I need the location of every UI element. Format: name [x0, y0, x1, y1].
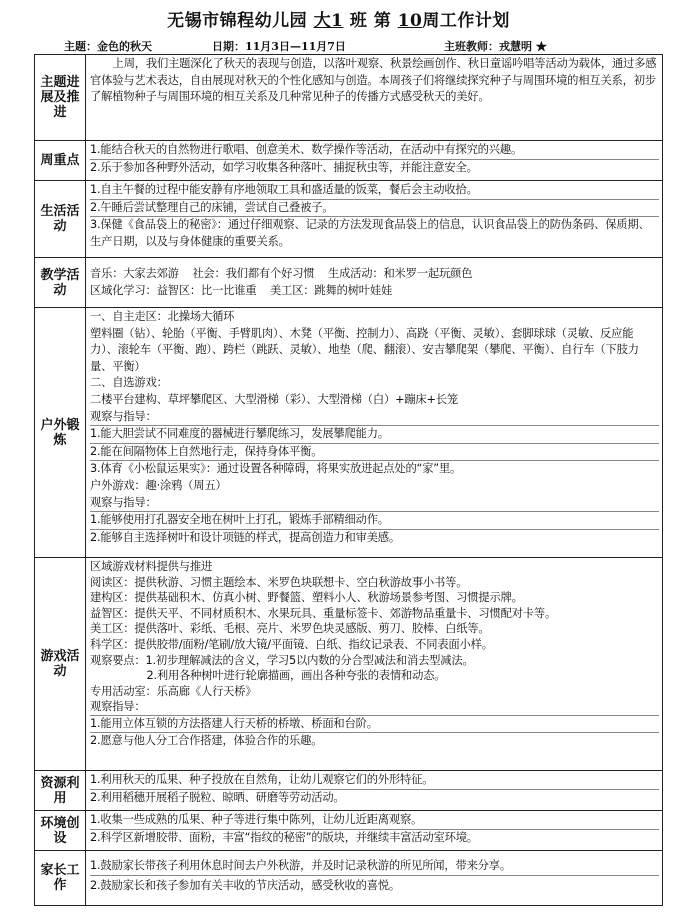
- environment-item: 1.收集一些成熟的瓜果、种子等进行集中陈列，让幼儿近距离观察。: [90, 813, 423, 826]
- games-line: 1.能用立体互锁的方法搭建人行天桥的桥墩、桥面和台阶。: [90, 715, 659, 732]
- row-games: [35, 558, 663, 771]
- label-progress: 主题进展及推进: [35, 55, 86, 141]
- row-parents: [35, 851, 663, 906]
- games-line: 科学区：提供胶带/面粉/笔刷/放大镜/平面镜、白纸、指纹记录表、不同表面小样。: [90, 637, 493, 651]
- outdoor-line: 1.能大胆尝试不同难度的器械进行攀爬练习，发展攀爬能力。: [90, 425, 659, 443]
- class-suffix: 班 第: [349, 11, 392, 31]
- outdoor-line: 2.能在间隔物体上自然地行走，保持身体平衡。: [90, 443, 659, 461]
- teacher-text: 主班教师：戎慧明 ★: [444, 40, 547, 53]
- theme-text: 主题：金色的秋天: [64, 40, 152, 53]
- outdoor-line: 3.体育《小松鼠运果实》：通过设置各种障碍，将果实放进起点处的“家”里。: [90, 460, 659, 478]
- outdoor-line: 观察与指导：: [90, 409, 157, 423]
- parents-item: 2.鼓励家长和孩子参加有关丰收的节庆活动，感受秋收的喜悦。: [90, 875, 659, 895]
- label-outdoor: 户外锻炼: [35, 308, 86, 558]
- outdoor-line: 一、自主走区：北操场大循环: [90, 310, 235, 323]
- games-line: 观察要点：1.初步理解减法的含义，学习5以内数的分合型减法和消去型减法。: [90, 653, 474, 667]
- row-environment: [35, 811, 663, 851]
- games-line: 建构区：提供基础积木、仿真小树、野餐篮、塑料小人、秋游场景参考图、习惯提示牌。: [90, 591, 523, 605]
- games-line: 2.愿意与他人分工合作搭建，体验合作的乐趣。: [90, 732, 659, 749]
- games-line: 美工区：提供落叶、彩纸、毛根、亮片、米罗色块灵感版、剪刀、胶棒、白纸等。: [90, 622, 490, 636]
- games-line: 益智区：提供天平、不同材质积木、水果玩具、重量标签卡、郊游物品重量卡、习惯配对卡等。: [90, 606, 557, 620]
- label-resources: 资源利用: [35, 771, 86, 811]
- progress-text: 上周，我们主题深化了秋天的表现与创造，以落叶观察、秋景绘画创作、秋日童谣吟唱等活动为载体，通过多感官体验与艺术表达，自由展现对秋天的个性化感知与创造。本周孩子们将继续探究种子与周围环境的相互关系，初步了解植物种子与周围环境的相互关系及几种常见种子的传播方式感受秋天的美好。: [90, 57, 657, 104]
- outdoor-line: 观察与指导：: [90, 495, 157, 509]
- date-text: 日期：11月3日—11月7日: [212, 40, 346, 53]
- life-item: 3.保健《食品袋上的秘密》：通过仔细观察、记录的方法发现食品袋上的信息，认识食品袋上的防伪条码、保质期、生产日期，以及与身体健康的重要关系。: [90, 216, 659, 250]
- games-line: 观察指导：: [90, 700, 146, 714]
- row-resources: [35, 771, 663, 811]
- life-item: 1.自主午餐的过程中能安静有序地领取工具和盛适量的饭菜，餐后会主动收拾。: [90, 183, 478, 196]
- row-progress: [35, 55, 663, 141]
- row-teaching: [35, 258, 663, 308]
- teaching-line: 区域化学习：益智区：比一比谁重 美工区：跳舞的树叶娃娃: [90, 283, 393, 297]
- label-games: 游戏活动: [35, 558, 86, 771]
- teaching-line: 音乐：大家去郊游 社会：我们都有个好习惯 生成活动：和米罗一起玩颜色: [90, 267, 473, 280]
- resources-item: 1.利用秋天的瓜果、种子投放在自然角，让幼儿观察它们的外形特征。: [90, 773, 434, 786]
- games-line: 阅读区：提供秋游、习惯主题绘本、米罗色块联想卡、空白秋游故事小书等。: [90, 575, 468, 589]
- page-title: [0, 6, 677, 31]
- label-focus: 周重点: [35, 141, 86, 181]
- outdoor-line: 2.能够自主选择树叶和设计项链的样式，提高创造力和审美感。: [90, 529, 659, 547]
- life-item: 2.午睡后尝试整理自己的床铺，尝试自己叠被子。: [90, 199, 659, 217]
- outdoor-line: 二楼平台建构、草坪攀爬区、大型滑梯（彩）、大型滑梯（白）+蹦床+长笼: [90, 392, 458, 406]
- outdoor-line: 塑料圈（钻）、轮胎（平衡、手臂肌肉）、木凳（平衡、控制力）、高跷（平衡、灵敏）、套脚球球（灵敏、反应能力）、滚轮车（平衡、跑）、跨栏（跳跃、灵敏）、地垫（爬、翻滚）、安吉攀爬架（攀爬、平衡）、自行车（下肢力量、平衡）: [90, 326, 639, 373]
- row-life: [35, 181, 663, 258]
- row-focus: [35, 141, 663, 181]
- focus-item: 2.乐于参加各种野外活动，如学习收集各种落叶、捕捉秋虫等，并能注意安全。: [90, 159, 659, 177]
- games-line: 区域游戏材料提供与推进: [90, 560, 213, 573]
- outdoor-line: 户外游戏：趣·涂鸦（周五）: [90, 478, 227, 492]
- resources-item: 2.利用稻穗开展稻子脱粒、晾晒、研磨等劳动活动。: [90, 789, 659, 807]
- row-outdoor: [35, 308, 663, 558]
- class-name: 大1: [313, 11, 344, 31]
- label-parents: 家长工作: [35, 851, 86, 906]
- title-prefix: 无锡市锦程幼儿园: [167, 11, 308, 31]
- games-line: 2.利用各种树叶进行轮廓描画，画出各种夸张的表情和动态。: [146, 669, 446, 683]
- parents-item: 1.鼓励家长带孩子利用休息时间去户外秋游，并及时记录秋游的所见所闻，带来分享。: [90, 859, 511, 872]
- games-line: 专用活动室：乐高廊《人行天桥》: [90, 684, 257, 698]
- environment-item: 2.科学区新增胶带、面粉，丰富“指纹的秘密”的版块，并继续丰富活动室环境。: [90, 829, 659, 847]
- outdoor-line: 1.能够使用打孔器安全地在树叶上打孔，锻炼手部精细动作。: [90, 511, 659, 529]
- label-environment: 环境创设: [35, 811, 86, 851]
- label-life: 生活活动: [35, 181, 86, 258]
- focus-item: 1.能结合秋天的自然物进行歌唱、创意美术、数学操作等活动，在活动中有探究的兴趣。: [90, 143, 523, 156]
- title-suffix: 周工作计划: [422, 11, 510, 31]
- outdoor-line: 二、自选游戏：: [90, 376, 168, 390]
- week-number: 10: [397, 11, 423, 31]
- label-teaching: 教学活动: [35, 258, 86, 308]
- plan-table: [34, 54, 663, 906]
